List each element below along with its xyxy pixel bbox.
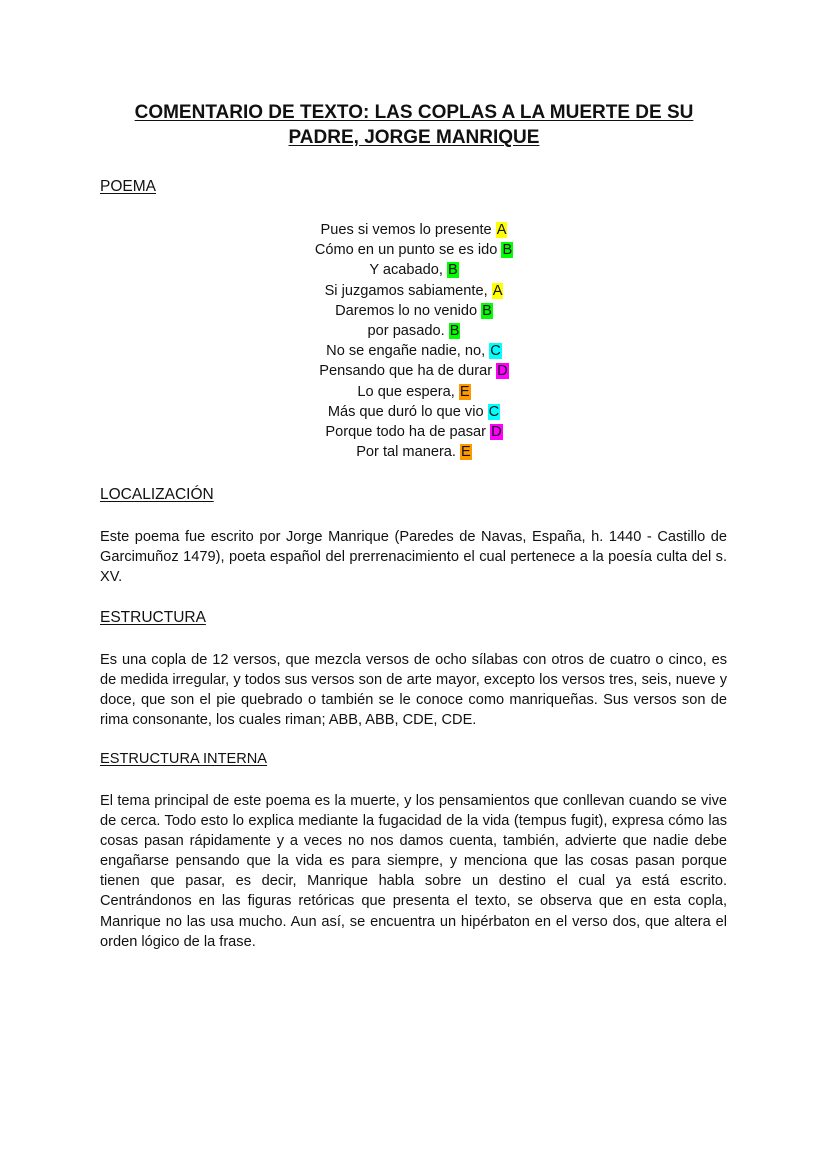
rhyme-label: A [496, 222, 507, 238]
rhyme-label: D [497, 363, 508, 380]
verse-text: Pensando que ha de durar [319, 363, 493, 380]
verse-text: Por tal manera. [356, 444, 456, 461]
rhyme-label: B [449, 323, 460, 340]
heading-estructura-interna: ESTRUCTURA INTERNA [100, 751, 268, 767]
rhyme-label: C [490, 343, 501, 360]
poem-verse [100, 341, 728, 361]
verse-text: No se engañe nadie, no, [326, 343, 486, 360]
heading-localizacion: LOCALIZACIÓN [100, 486, 214, 503]
poem-verse [100, 281, 728, 301]
poem-verse [100, 220, 728, 240]
rhyme-label: B [482, 302, 492, 319]
paragraph-estructura: Es una copla de 12 versos, que mezcla versos de ocho sílabas con otros de cuatro o cinco, es de medida irregular, y todos sus versos son de arte mayor, excepto los versos tres, seis, nueve y doce, que son el pie quebrado o también se le conoce como manriqueñas. Sus versos son de rima consonante, los cuales riman; ABB, ABB, CDE, CDE. [100, 652, 727, 729]
poem-verse [100, 321, 728, 341]
poem-verse [100, 260, 728, 280]
rhyme-label: A [492, 282, 503, 299]
poem-verse [100, 382, 728, 402]
poem-verse [100, 402, 728, 422]
paragraph-localizacion: Este poema fue escrito por Jorge Manrique (Paredes de Navas, España, h. 1440 - Castillo de Garcimuñoz 1479), poeta español del prerrenacimiento el cual pertenece a la poesía culta del s. XV. [100, 529, 727, 586]
document-title: COMENTARIO DE TEXTO: LAS COPLAS A LA MUERTE DE SU PADRE, JORGE MANRIQUE [134, 102, 694, 148]
poem-verse [100, 301, 728, 321]
verse-text: Cómo en un punto se es ido [314, 242, 498, 259]
poem-verse [100, 442, 728, 462]
rhyme-label: B [447, 262, 458, 279]
rhyme-label: E [459, 383, 470, 400]
heading-estructura: ESTRUCTURA [100, 609, 206, 626]
poem [100, 220, 728, 462]
verse-text: Más que duró lo que vio [327, 403, 484, 420]
verse-text: Lo que espera, [357, 383, 455, 400]
rhyme-label: E [461, 444, 471, 461]
verse-text: Y acabado, [369, 262, 443, 279]
verse-text: Porque todo ha de pasar [325, 424, 487, 441]
paragraph-estructura-interna: El tema principal de este poema es la muerte, y los pensamientos que conllevan cuando se vive de cerca. Todo esto lo explica mediante la fugacidad de la vida (tempus fugit), expresa cómo las cosas pasan rápidamente y a veces no nos damos cuenta, también, advierte que nadie debe engañarse pensando que la vida es para siempre, y menciona que las cosas pasan porque tienen que pasar, es decir, Manrique habla sobre un destino el cual ya está escrito. Centrándonos en las figuras retóricas que presenta el texto, se observa que en esta copla, Manrique no las usa mucho. Aun así, se encuentra un hipérbaton en el verso dos, que altera el orden lógico de la frase. [100, 793, 727, 950]
verse-text: por pasado. [367, 323, 445, 340]
poem-verse [100, 361, 728, 381]
heading-poema: POEMA [100, 178, 156, 195]
poem-verse [100, 422, 728, 442]
rhyme-label: B [502, 242, 513, 259]
rhyme-label: C [488, 403, 500, 420]
verse-text: Daremos lo no venido [335, 302, 478, 319]
verse-text: Si juzgamos sabiamente, [324, 282, 488, 299]
poem-verse [100, 240, 728, 260]
rhyme-label: D [491, 424, 502, 441]
verse-text: Pues si vemos lo presente [320, 222, 492, 238]
